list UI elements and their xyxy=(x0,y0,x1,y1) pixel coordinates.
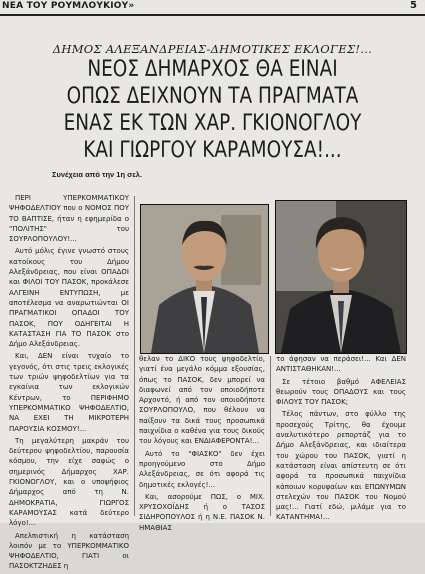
newspaper-name: ΝΕΑ ΤΟΥ ΡΟΥΜΛΟΥΚΙΟΥ» xyxy=(2,1,135,11)
headline-line: ΚΑΙ ΓΙΩΡΓΟΥ ΚΑΡΑΜΟΥΣΑ!... xyxy=(83,137,342,163)
paragraph: Τέλος πάντων, στο φύλλο της προσεχούς Τρίτης, θα έχουμε αναλυτικότερο ρεπορτάζ για το Δήμο Αλεξάνδρειας, και ιδιαίτερα του χώρου του ΠΑΣΟΚ, γιατί η κατάσταση είναι απίστευτη σε ότι αφορά τα προσωπικά παιχνίδια κάποιων κορυφαίων και ΕΠΩΝΥΜΩΝ στελεχών του ΠΑΣΟΚ του Νομού μας!... Γιατί εδώ, μιλάμε για το ΚΑΤΑΝΤΗΜΑ!... xyxy=(276,410,406,522)
page-number: 5 xyxy=(410,0,417,11)
paragraph: Και, ασορούμε ΠΩΣ, ο ΜΙΧ. ΧΡΥΣΟΧΟΪΔΗΣ ή ο ΤΑΣΟΣ ΣΙΔΗΡΟΠΟΥΛΟΣ ή η Ν.Ε. ΠΑΣΟΚ Ν. ΗΜΑΘΙΑΣ xyxy=(139,492,265,532)
paragraph: Απελπιστική η κατάσταση λοιπόν με το ΥΠΕΡΚΟΜΜΑΤΙΚΟ ΨΗΦΟΔΕΛΤΙΟ, ΓΙΑΤΙ οι ΠΑΣΟΚΤΖΗΔΕΣ η xyxy=(9,531,129,571)
headline-line: ΕΝΑΣ ΕΚ ΤΩΝ ΧΑΡ. ΓΚΙΟΝΟΓΛΟΥ xyxy=(63,110,362,136)
paragraph: Αυτό μόλις έγινε γνωστό στους κατοίκους του Δήμου Αλεξάνδρειας, που είναι ΟΠΑΔΟΙ και ΦΙΛΟΙ ΤΟΥ ΠΑΣΟΚ, προκάλεσε ΑΛΓΕΙΝΗ ΕΝΤΥΠΩΣΗ, με αποτέλεσμα να αναρωτιώνται ΟΙ ΠΡΑΓΜΑΤΙΚΟΙ ΟΠΑΔΟΙ ΤΟΥ ΠΑΣΟΚ, ΠΟΥ ΟΔΗΓΕΙΤΑΙ Η ΚΑΤΑΣΤΑΣΗ ΓΙΑ ΤΟ ΠΑΣΟΚ στο Δήμο Αλεξάνδρειας. xyxy=(9,247,129,349)
article-column-3 xyxy=(276,354,406,525)
article-column-1 xyxy=(9,193,129,574)
portrait-photo-karamousas xyxy=(275,200,407,354)
paragraph: το άφησαν να περάσει!... Και ΔΕΝ ΑΝΤΙΣΤΑΘΗΚΑΝ!... xyxy=(276,355,406,374)
article-headline xyxy=(46,56,378,164)
paragraph: Αυτό το "ΦΙΑΣΚΟ" δεν έχει προηγούμενο στο Δήμο Αλεξάνδρειας, σε ότι αφορά τις δημοτικές εκλογές!... xyxy=(139,449,265,489)
page-header xyxy=(0,0,425,14)
paragraph: Και, ΔΕΝ είναι τυχαίο το γεγονός, ότι στις τρεις εκλογικές των τριών ψηφοδελτίων για τα εγκαίνια των εκλογικών Κέντρων, το ΠΕΡΙΦΗΜΟ ΥΠΕΡΚΟΜΜΑΤΙΚΟ ΨΗΦΟΔΕΛΤΙΟ, ΝΑ ΕΧΕΙ ΤΗ ΜΙΚΡΟΤΕΡΗ ΠΑΡΟΥΣΙΑ ΚΟΣΜΟΥ!... xyxy=(9,352,129,433)
paragraph: ΠΕΡΙ ΥΠΕΡΚΟΜΜΑΤΙΚΟΥ ΨΗΦΟΔΕΛΤΙΟΥ που ο ΝΟΜΟΣ ΠΟΥ ΤΟ ΒΑΠΤΙΣΕ, ήταν η εφημερίδα ο "ΠΟΛΙΤΗΣ" του ΣΟΥΡΛΟΠΟΥΛΟΥ!... xyxy=(9,194,129,244)
header-rule xyxy=(0,14,425,16)
article-kicker: ΔΗΜΟΣ ΑΛΕΞΑΝΔΡΕΙΑΣ-ΔΗΜΟΤΙΚΕΣ ΕΚΛΟΓΕΣ!... xyxy=(52,42,373,56)
article-column-2 xyxy=(139,354,265,535)
column-divider xyxy=(134,196,135,516)
headline-line: ΝΕΟΣ ΔΗΜΑΡΧΟΣ ΘΑ ΕΙΝΑΙ xyxy=(87,56,338,82)
continuation-note: Συνέχεια από την 1η σελ. xyxy=(52,170,143,179)
portrait-figure xyxy=(141,205,268,353)
paragraph: θελαν το ΔΙΚΟ τους ψηφοδελτίο, γιατί ένα μεγάλο κόμμα εξουσίας, όπως το ΠΑΣΟΚ, δεν μπορεί να διαφωνεί από τον οποιοδήποτε Αρχοντό, ή από τον οποιοδήποτε ΣΟΥΡΛΟΠΟΥΛΟ, που θέλουν να παίξουν τα δικά τους προσωπικά παιχνίδια ο καθένα για τους δικούς του λόγους και ΕΝΔΙΑΦΕΡΟΝΤΑ!... xyxy=(139,355,265,446)
column-divider xyxy=(270,356,271,516)
paragraph: Σε τέτοιο βαθμό ΑΦΕΛΕΙΑΣ θεωρούν τους ΟΠΑΔΟΥΣ και τους ΦΙΛΟΥΣ ΤΟΥ ΠΑΣΟΚ; xyxy=(276,377,406,407)
portrait-photo-gionoglou xyxy=(140,204,269,354)
portrait-figure xyxy=(276,201,406,353)
paragraph: Τη μεγαλύτερη μακράν του δεύτερου ψηφοδελτίου, παρουσία κόσμου, την είχε σαφώς ο σημερινός Δήμαρχος ΧΑΡ. ΓΚΙΟΝΟΓΛΟΥ, και ο υποψήφιος Δήμαρχος από τη Ν. ΔΗΜΟΚΡΑΤΙΑ, ΓΙΩΡΓΟΣ ΚΑΡΑΜΟΥΣΑΣ κατά δεύτερο λόγο!... xyxy=(9,436,129,528)
headline-line: ΟΠΩΣ ΔΕΙΧΝΟΥΝ ΤΑ ΠΡΑΓΜΑΤΑ xyxy=(66,83,359,109)
